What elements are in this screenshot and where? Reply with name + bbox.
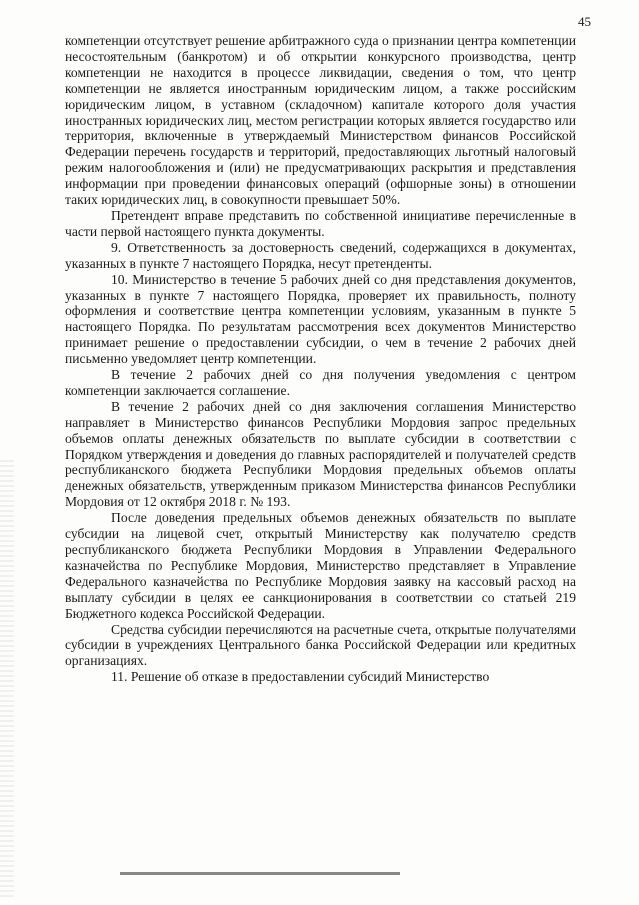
paragraph-1: компетенции отсутствует решение арбитражного суда о признании центра компетенции несостоятельным (банкротом) и об открытии конкурсного производства, центр компетенции не находится в процессе ликвидации, сведения о том, что центр компетенции не является иностранным юридическим лицом, а также российским юридическим лицом, в уставном (складочном) капитале которого доля участия иностранных юридических лиц, местом регистрации которых является государство или территория, включенные в утверждаемый Министерством финансов Российской Федерации перечень государств и территорий, предоставляющих льготный налоговый режим налогообложения и (или) не предусматривающих раскрытия и представления информации при проведении финансовых операций (офшорные зоны) в отношении таких юридических лиц, в совокупности превышает 50%.	[65, 33, 576, 208]
paragraph-5: В течение 2 рабочих дней со дня получения уведомления с центром компетенции заключается соглашение.	[65, 367, 576, 398]
document-body	[65, 33, 576, 685]
paragraph-7: После доведения предельных объемов денежных обязательств по выплате субсидии на лицевой счет, открытый Министерству как получателю средств республиканского бюджета Республики Мордовия в Управлении Федерального казначейства по Республике Мордовия, Министерство представляет в Управление Федерального казначейства по Республике Мордовия заявку на кассовый расход на выплату субсидии в целях ее санкционирования в соответствии со статьей 219 Бюджетного кодекса Российской Федерации.	[65, 510, 576, 621]
paragraph-4: 10. Министерство в течение 5 рабочих дней со дня представления документов, указанных в пункте 7 настоящего Порядка, проверяет их правильность, полноту оформления и соответствие центра компетенции условиям, указанным в пункте 5 настоящего Порядка. По результатам рассмотрения всех документов Министерство принимает решение о предоставлении субсидии, о чем в течение 2 рабочих дней письменно уведомляет центр компетенции.	[65, 271, 576, 367]
scan-noise	[0, 460, 14, 900]
paragraph-6: В течение 2 рабочих дней со дня заключения соглашения Министерство направляет в Министерство финансов Республики Мордовия запрос предельных объемов оплаты денежных обязательств по выплате субсидии в соответствии с Порядком утверждения и доведения до главных распорядителей и получателей средств республиканского бюджета Республики Мордовия предельных объемов оплаты денежных обязательств, утвержденным приказом Министерства финансов Республики Мордовия от 12 октября 2018 г. № 193.	[65, 398, 576, 510]
paragraph-9: 11. Решение об отказе в предоставлении субсидий Министерство	[111, 669, 490, 685]
paragraph-3: 9. Ответственность за достоверность сведений, содержащихся в документах, указанных в пункте 7 настоящего Порядка, несут претенденты.	[65, 239, 576, 271]
scan-artifact-line	[120, 872, 400, 875]
paragraph-2: Претендент вправе представить по собственной инициативе перечисленные в части первой настоящего пункта документы.	[65, 207, 576, 239]
paragraph-8: Средства субсидии перечисляются на расчетные счета, открытые получателями субсидии в учреждениях Центрального банка Российской Федерации или кредитных организациях.	[65, 621, 576, 669]
page-number: 45	[578, 14, 591, 29]
